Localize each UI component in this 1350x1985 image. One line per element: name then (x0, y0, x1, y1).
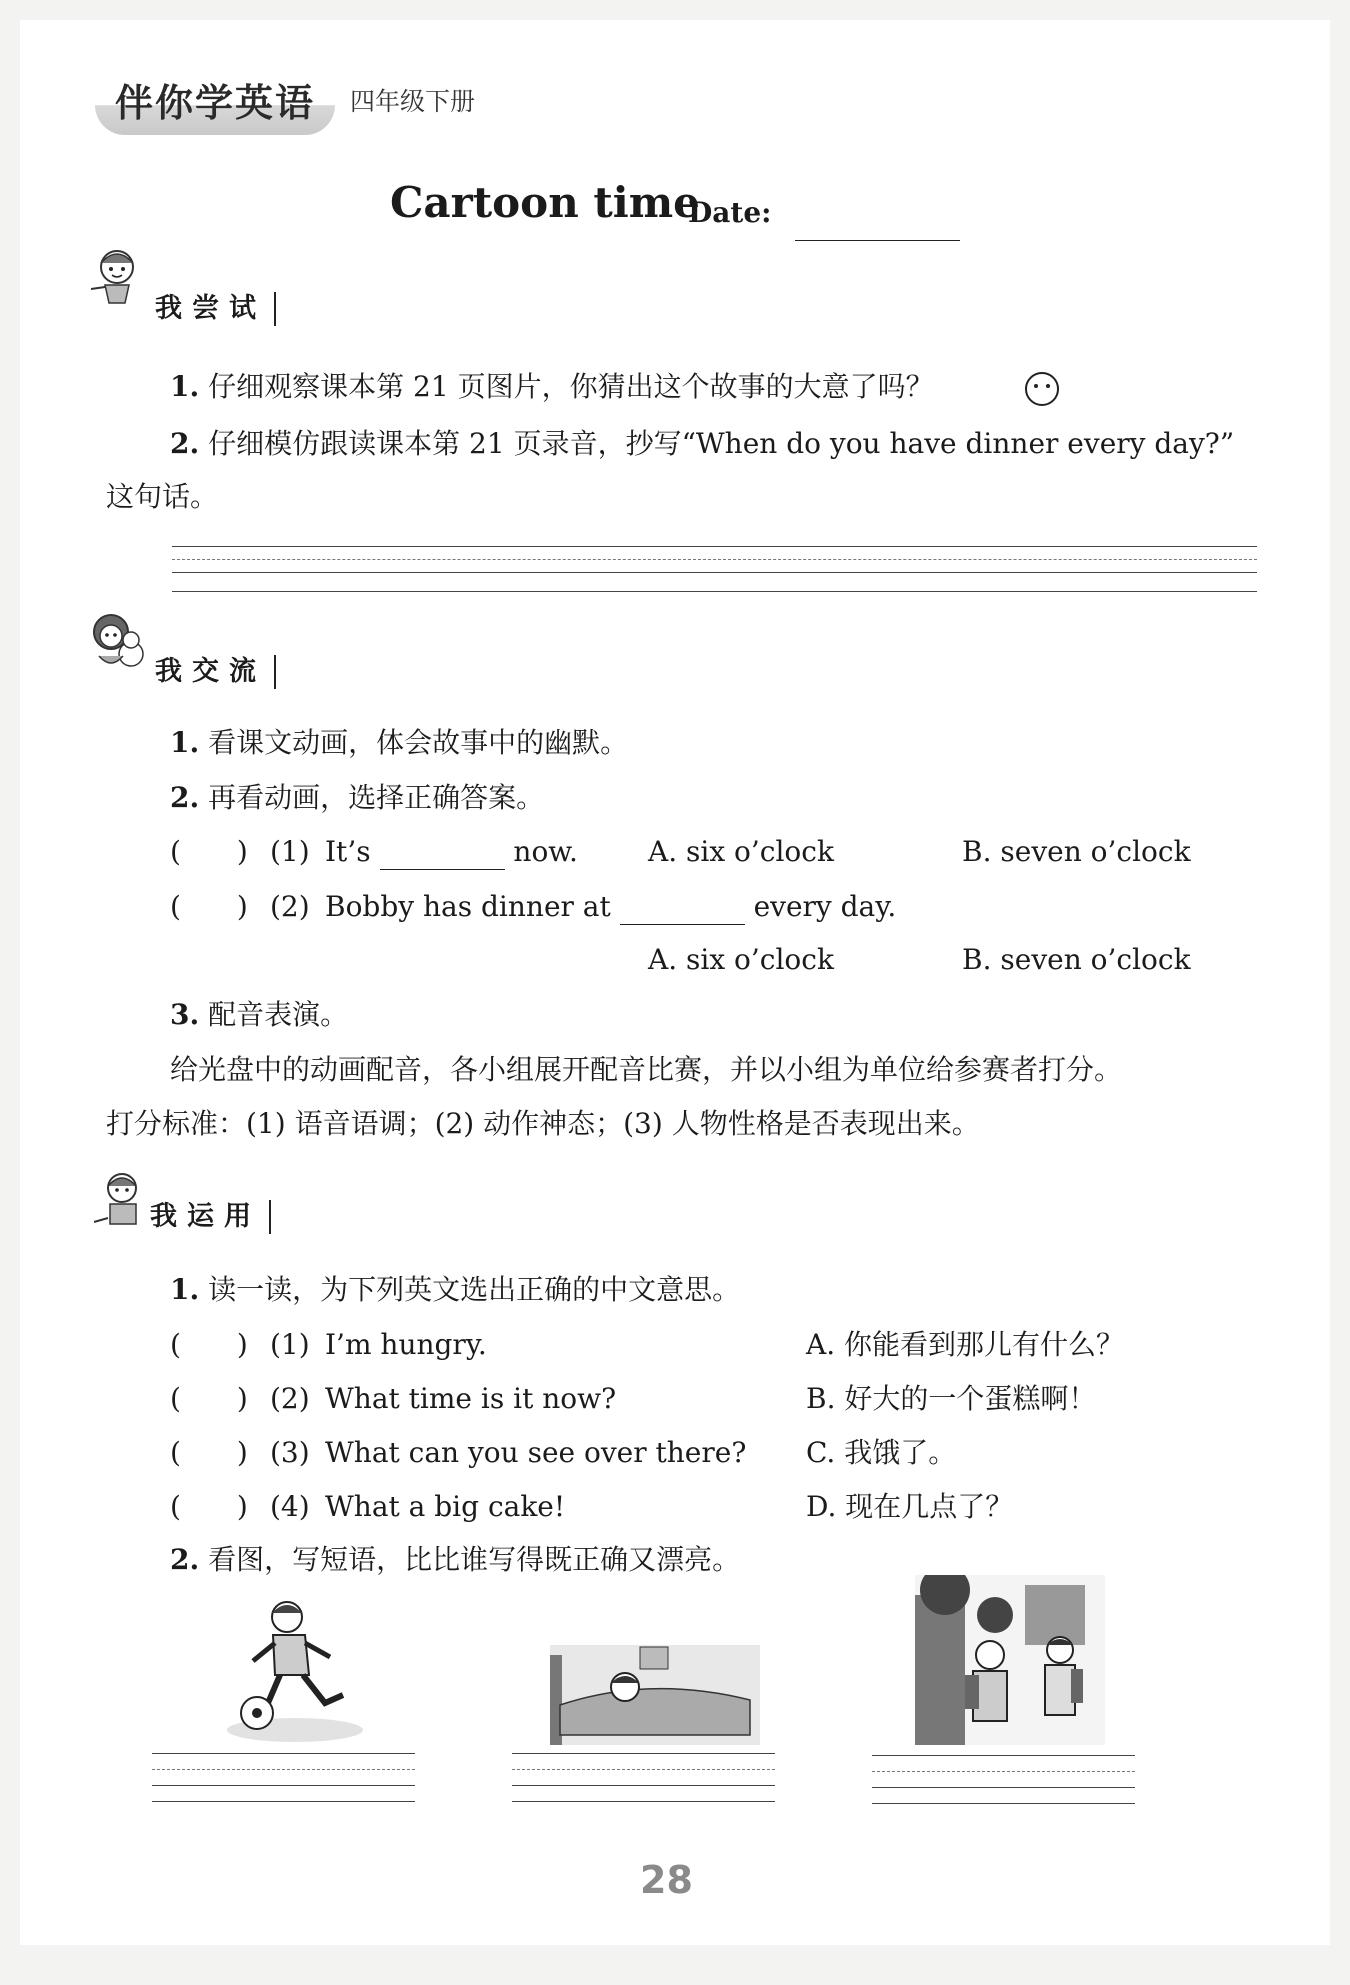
girl-with-book-mascot-icon (92, 1168, 156, 1232)
try-q2-text: 仔细模仿跟读课本第 21 页录音，抄写“When do you have dinner every day?” (208, 427, 1235, 460)
use-q1-text: 读一读，为下列英文选出正确的中文意思。 (208, 1273, 741, 1306)
section-title-talk: 我交流 (155, 655, 276, 689)
match-option: C. 我饿了。 (806, 1436, 957, 1469)
children-outside-school-picture (915, 1575, 1105, 1745)
talk-q3 (170, 998, 348, 1032)
talk-sub2-option-a: A. six o’clock (648, 943, 834, 976)
match-label: (4) (270, 1490, 310, 1523)
match-option: A. 你能看到那儿有什么？ (806, 1328, 1125, 1361)
brand-logo: 伴你学英语 (95, 68, 335, 135)
try-q1-number: 1. (170, 370, 200, 403)
talk-sub2-label: (2) (270, 890, 310, 923)
writing-line (152, 1770, 415, 1786)
match-paren[interactable]: ( ) (170, 1382, 248, 1415)
use-q1 (170, 1273, 740, 1307)
try-q1 (170, 370, 934, 404)
talk-q3-number: 3. (170, 998, 200, 1031)
use-q2-number: 2. (170, 1543, 200, 1576)
try-q1-text: 仔细观察课本第 21 页图片，你猜出这个故事的大意了吗？ (208, 370, 934, 403)
match-option: D. 现在几点了？ (806, 1490, 1014, 1523)
talk-sub1-stem (325, 835, 578, 870)
writing-line (172, 547, 1257, 560)
date-blank[interactable] (795, 240, 960, 241)
talk-sub2-stem (325, 890, 896, 925)
snowman-mascot-icon (85, 610, 149, 674)
date-label: Date: (688, 196, 772, 229)
writing-line (172, 573, 1257, 592)
talk-q1 (170, 726, 628, 760)
answer-blank[interactable] (620, 890, 745, 925)
writing-line (872, 1756, 1135, 1772)
match-paren[interactable]: ( ) (170, 1490, 248, 1523)
page-title: Cartoon time (390, 178, 700, 227)
match-english: I’m hungry. (325, 1328, 487, 1361)
writing-line (512, 1770, 775, 1786)
try-q2 (170, 427, 1234, 461)
grade-label: 四年级下册 (350, 87, 476, 116)
talk-sub2-paren[interactable]: ( ) (170, 890, 248, 923)
page-number: 28 (640, 1858, 693, 1902)
talk-sub1-option-a: A. six o’clock (648, 835, 834, 868)
writing-line (872, 1772, 1135, 1788)
talk-q1-number: 1. (170, 726, 200, 759)
match-option: B. 好大的一个蛋糕啊！ (806, 1382, 1097, 1415)
writing-line (152, 1745, 415, 1754)
writing-line (512, 1745, 775, 1754)
match-label: (2) (270, 1382, 310, 1415)
writing-line (872, 1747, 1135, 1756)
talk-sub1-pre: It’s (325, 835, 371, 868)
try-q2-number: 2. (170, 427, 200, 460)
talk-sub2-option-b: B. seven o’clock (962, 943, 1191, 976)
talk-sub2-post: every day. (753, 890, 897, 923)
section-title-use: 我运用 (150, 1200, 271, 1234)
talk-sub1-label: (1) (270, 835, 310, 868)
picture2-writing-lines[interactable] (512, 1745, 775, 1802)
use-q2-text: 看图，写短语，比比谁写得既正确又漂亮。 (208, 1543, 741, 1576)
talk-q3-text: 配音表演。 (208, 998, 349, 1031)
try-writing-lines[interactable] (172, 528, 1257, 592)
match-label: (1) (270, 1328, 310, 1361)
girl-mascot-icon (85, 245, 149, 309)
writing-line (152, 1754, 415, 1770)
smiley-face-icon (1023, 370, 1061, 408)
workbook-page (20, 20, 1330, 1945)
try-q2-continuation: 这句话。 (106, 480, 219, 513)
talk-q2 (170, 781, 544, 815)
talk-sub1-post: now. (513, 835, 578, 868)
writing-line (172, 528, 1257, 547)
writing-line (512, 1754, 775, 1770)
match-label: (3) (270, 1436, 310, 1469)
girl-sleeping-picture (550, 1635, 760, 1745)
talk-q3-instructions: 给光盘中的动画配音，各小组展开配音比赛，并以小组为单位给参赛者打分。 (170, 1053, 1123, 1086)
writing-line (172, 560, 1257, 573)
boy-playing-football-picture (225, 1595, 365, 1745)
match-english: What can you see over there? (325, 1436, 747, 1469)
picture3-writing-lines[interactable] (872, 1747, 1135, 1804)
writing-line (872, 1788, 1135, 1804)
match-paren[interactable]: ( ) (170, 1436, 248, 1469)
writing-line (512, 1786, 775, 1802)
talk-q3-criteria: 打分标准：(1) 语音语调；(2) 动作神态；(3) 人物性格是否表现出来。 (106, 1107, 980, 1140)
talk-q2-number: 2. (170, 781, 200, 814)
answer-blank[interactable] (380, 835, 505, 870)
picture1-writing-lines[interactable] (152, 1745, 415, 1802)
match-english: What a big cake! (325, 1490, 566, 1523)
match-english: What time is it now? (325, 1382, 617, 1415)
talk-sub1-paren[interactable]: ( ) (170, 835, 248, 868)
talk-sub2-pre: Bobby has dinner at (325, 890, 611, 923)
writing-line (152, 1786, 415, 1802)
section-title-try: 我尝试 (155, 292, 276, 326)
use-q1-number: 1. (170, 1273, 200, 1306)
match-paren[interactable]: ( ) (170, 1328, 248, 1361)
talk-q2-text: 再看动画，选择正确答案。 (208, 781, 545, 814)
talk-sub1-option-b: B. seven o’clock (962, 835, 1191, 868)
talk-q1-text: 看课文动画，体会故事中的幽默。 (208, 726, 629, 759)
use-q2 (170, 1543, 740, 1577)
